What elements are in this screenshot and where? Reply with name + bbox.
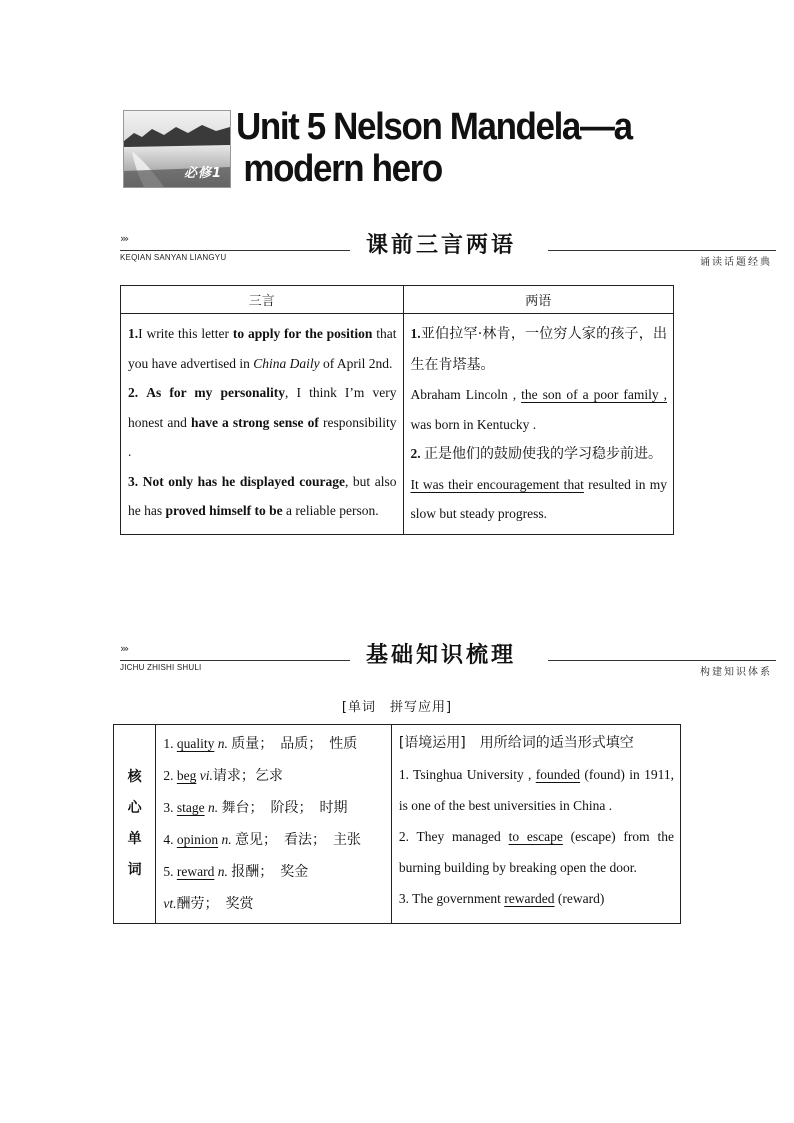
phrases-table — [120, 285, 674, 535]
section-heading: 课前三言两语 — [366, 233, 517, 258]
three-sentences-cell — [121, 314, 404, 535]
word-item: 1. quality n. 质量； 品质； 性质 — [163, 736, 358, 752]
divider — [548, 250, 776, 251]
exercise-item: 1. Tsinghua University , founded (found) in 1911, is one of the best universities in China . — [398, 767, 674, 813]
column-header: 两语 — [403, 286, 674, 314]
chevrons-icon: ››› — [120, 642, 128, 655]
sentence-en-1: Abraham Lincoln , the son of a poor family , was born in Kentucky . — [410, 387, 667, 432]
word-list-cell — [156, 725, 391, 924]
core-words-table — [113, 724, 681, 924]
section-heading: 基础知识梳理 — [366, 643, 517, 668]
word-item: 4. opinion n. 意见； 看法； 主张 — [163, 832, 361, 848]
unit-logo-image — [123, 110, 231, 188]
two-sentences-cell — [403, 314, 674, 535]
section-pinyin: JICHU ZHISHI SHULI — [120, 663, 202, 672]
title-line-1: Unit 5 Nelson Mandela—a — [236, 106, 632, 148]
divider — [120, 660, 350, 661]
section-tag: 构建知识体系 — [700, 667, 772, 678]
exercise-cell — [391, 725, 680, 924]
word-item: 2. beg vi.请求；乞求 — [163, 768, 283, 784]
section-bar-1 — [120, 228, 776, 268]
page-title — [236, 106, 668, 190]
exercise-item: 3. The government rewarded (reward) — [398, 891, 605, 906]
chevrons-icon: ››› — [120, 232, 128, 245]
title-line-2: modern hero — [243, 148, 442, 190]
section-pinyin: KEQIAN SANYAN LIANGYU — [120, 253, 227, 262]
sentence-cn-2: 2. 正是他们的鼓励使我的学习稳步前进。 — [410, 446, 662, 462]
vertical-label: 核 心 单 词 — [114, 725, 156, 924]
column-header: 三言 — [121, 286, 404, 314]
sentence-3: 3. Not only has he displayed courage, but also he has proved himself to be a reliable person. — [128, 473, 397, 518]
sentence-en-2: It was their encouragement that resulted in my slow but steady progress. — [410, 476, 667, 521]
sentence-1: 1.I write this letter to apply for the position that you have advertised in China Daily of April 2nd. — [128, 326, 397, 371]
word-item: 3. stage n. 舞台； 阶段； 时期 — [163, 800, 348, 816]
section-tag: 诵读话题经典 — [700, 257, 772, 268]
divider — [120, 250, 350, 251]
word-item-extra: vt.酬劳； 奖赏 — [163, 896, 254, 912]
section-bar-2 — [120, 638, 776, 678]
word-item: 5. reward n. 报酬； 奖金 — [163, 864, 309, 880]
exercise-intro: [语境运用] 用所给词的适当形式填空 — [398, 735, 634, 751]
logo-badge: 必修1 — [183, 166, 222, 181]
subsection-title: [单词 拼写应用] — [341, 700, 453, 715]
divider — [548, 660, 776, 661]
exercise-item: 2. They managed to escape (escape) from the burning building by breaking open the door. — [398, 829, 674, 875]
sentence-cn-1: 1.亚伯拉罕·林肯，一位穷人家的孩子，出生在肯塔基。 — [410, 326, 667, 373]
sentence-2: 2. As for my personality, I think I’m very honest and have a strong sense of responsibility . — [128, 385, 397, 459]
